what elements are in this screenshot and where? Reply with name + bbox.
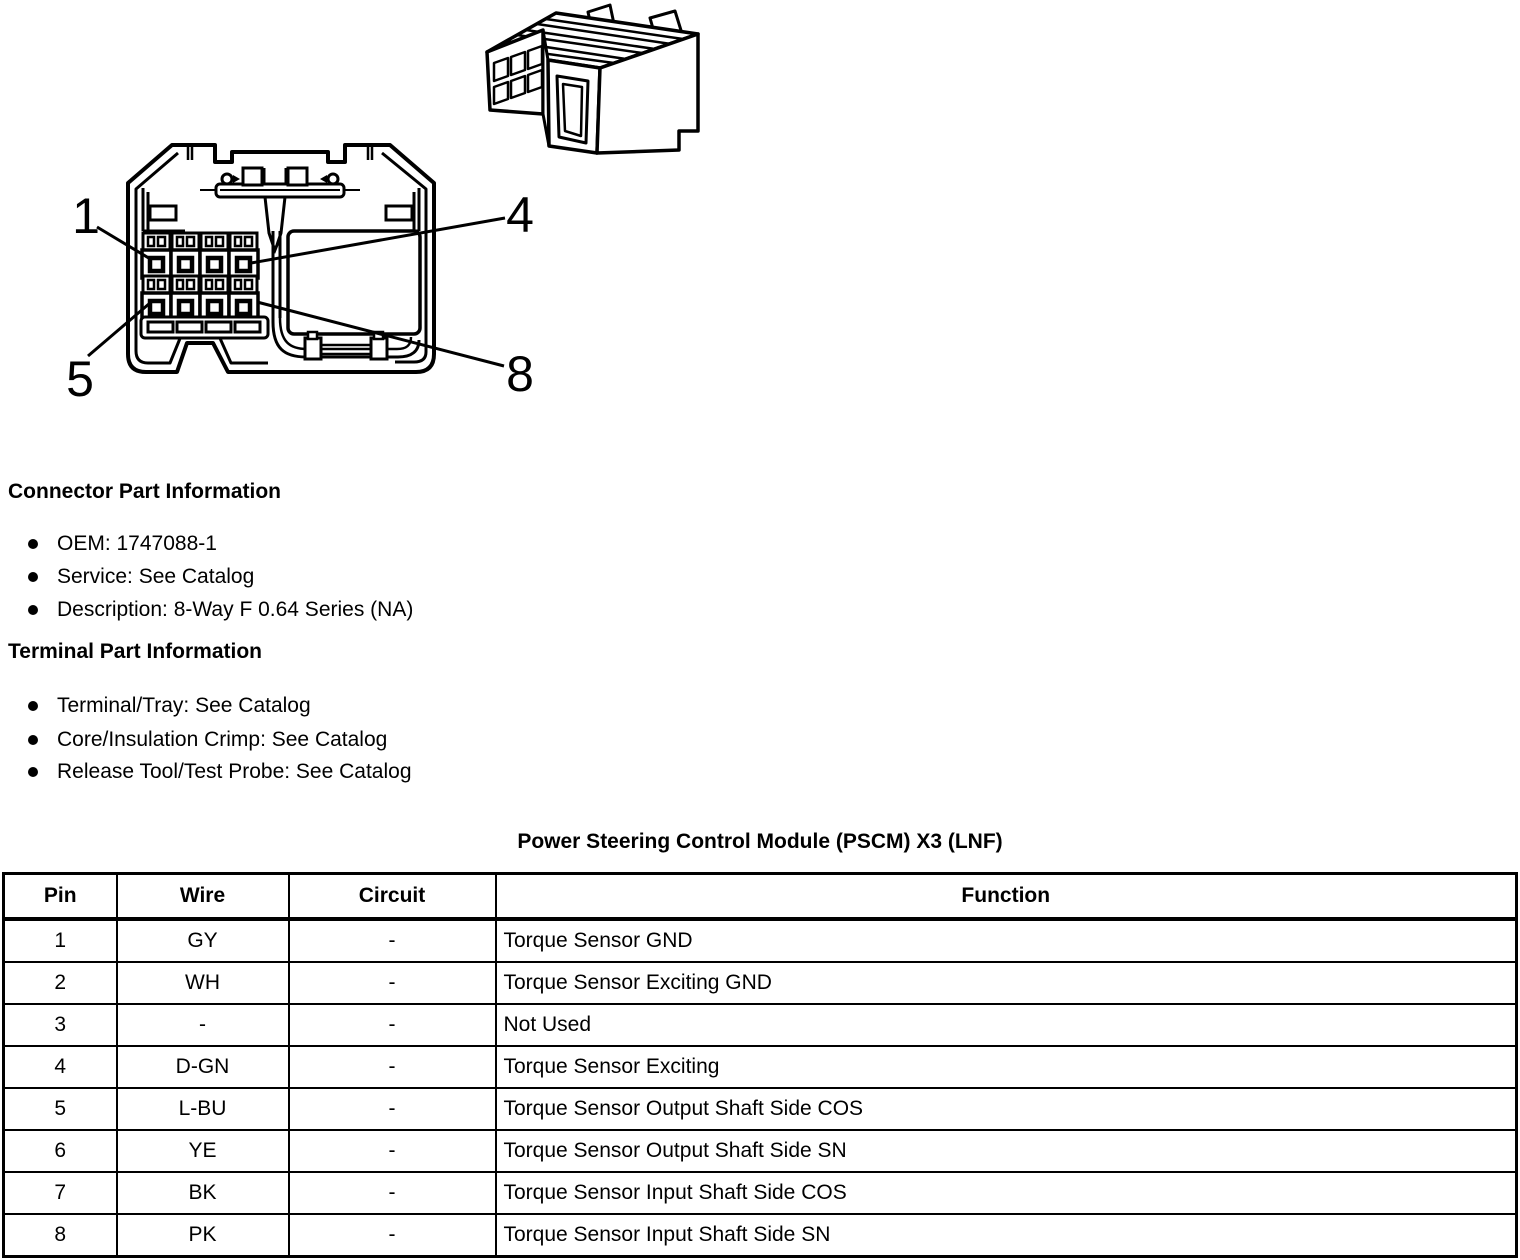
pin-cell: 8 xyxy=(4,1214,117,1257)
wire-cell: BK xyxy=(117,1172,289,1214)
circuit-cell: - xyxy=(289,919,496,962)
table-row xyxy=(4,1004,1517,1046)
pin-cell: 4 xyxy=(4,1046,117,1088)
pin-unit xyxy=(229,233,258,278)
col-header-circuit: Circuit xyxy=(289,874,496,920)
table-row xyxy=(4,1172,1517,1214)
table-header-row xyxy=(4,874,1517,920)
latch-window xyxy=(288,168,307,185)
circuit-cell: - xyxy=(289,1046,496,1088)
core-crimp-value: Core/Insulation Crimp: See Catalog xyxy=(57,728,388,751)
callout-4-label: 4 xyxy=(506,187,534,243)
function-cell: Torque Sensor Input Shaft Side COS xyxy=(496,1172,1517,1214)
wire-cell: WH xyxy=(117,962,289,1004)
pin-unit xyxy=(171,276,200,321)
circuit-cell: - xyxy=(289,962,496,1004)
pin-grid xyxy=(142,233,258,321)
latch-window xyxy=(243,168,262,185)
oem-value: OEM: 1747088-1 xyxy=(57,532,217,555)
connector-3d-view xyxy=(487,5,698,153)
pin-cell: 2 xyxy=(4,962,117,1004)
list-item xyxy=(28,729,387,750)
bullet-icon xyxy=(28,735,38,745)
function-cell: Torque Sensor Output Shaft Side COS xyxy=(496,1088,1517,1130)
wire-cell: YE xyxy=(117,1130,289,1172)
table-row xyxy=(4,919,1517,962)
table-row xyxy=(4,1088,1517,1130)
release-tool-value: Release Tool/Test Probe: See Catalog xyxy=(57,760,412,783)
bullet-icon xyxy=(28,605,38,615)
pinout-table xyxy=(2,872,1518,1258)
list-item xyxy=(28,533,217,554)
wire-cell: PK xyxy=(117,1214,289,1257)
circuit-cell: - xyxy=(289,1088,496,1130)
callout-8-label: 8 xyxy=(506,346,534,402)
wire-cell: GY xyxy=(117,919,289,962)
circuit-cell: - xyxy=(289,1172,496,1214)
terminal-tray-value: Terminal/Tray: See Catalog xyxy=(57,694,311,717)
bullet-icon xyxy=(28,539,38,549)
pin-unit xyxy=(200,276,229,321)
list-item xyxy=(28,599,413,620)
table-row xyxy=(4,1214,1517,1257)
channel-clip xyxy=(371,338,387,359)
connector-part-info-heading: Connector Part Information xyxy=(8,480,282,503)
front-opening-inner xyxy=(563,84,582,136)
bullet-icon xyxy=(28,767,38,777)
col-header-wire: Wire xyxy=(117,874,289,920)
latch-pivot xyxy=(328,174,338,184)
pin-cell: 7 xyxy=(4,1172,117,1214)
function-cell: Not Used xyxy=(496,1004,1517,1046)
function-cell: Torque Sensor Exciting xyxy=(496,1046,1517,1088)
circuit-cell: - xyxy=(289,1004,496,1046)
table-row xyxy=(4,962,1517,1004)
channel-clip xyxy=(305,338,321,359)
function-cell: Torque Sensor Output Shaft Side SN xyxy=(496,1130,1517,1172)
circuit-cell: - xyxy=(289,1130,496,1172)
bullet-icon xyxy=(28,701,38,711)
list-item xyxy=(28,761,412,782)
function-cell: Torque Sensor GND xyxy=(496,919,1517,962)
callout-5-label: 5 xyxy=(66,351,94,407)
bullet-icon xyxy=(28,572,38,582)
wire-cell: - xyxy=(117,1004,289,1046)
callout-1-label: 1 xyxy=(72,188,100,244)
list-item xyxy=(28,566,254,587)
terminal-part-info-heading: Terminal Part Information xyxy=(8,640,262,663)
pinout-table-title: Power Steering Control Module (PSCM) X3 (LNF) xyxy=(517,830,1003,853)
pin-cell: 6 xyxy=(4,1130,117,1172)
pin-unit xyxy=(200,233,229,278)
wire-cell: D-GN xyxy=(117,1046,289,1088)
pin-cell: 3 xyxy=(4,1004,117,1046)
list-item xyxy=(28,695,311,716)
pin-cell: 1 xyxy=(4,919,117,962)
pin-cell: 5 xyxy=(4,1088,117,1130)
circuit-cell: - xyxy=(289,1214,496,1257)
description-value: Description: 8-Way F 0.64 Series (NA) xyxy=(57,598,414,621)
slot-row xyxy=(141,317,268,338)
pin-unit xyxy=(171,233,200,278)
connector-diagram xyxy=(0,0,760,430)
table-row xyxy=(4,1130,1517,1172)
col-header-function: Function xyxy=(496,874,1517,920)
wire-cell: L-BU xyxy=(117,1088,289,1130)
table-row xyxy=(4,1046,1517,1088)
col-header-pin: Pin xyxy=(4,874,117,920)
function-cell: Torque Sensor Input Shaft Side SN xyxy=(496,1214,1517,1257)
function-cell: Torque Sensor Exciting GND xyxy=(496,962,1517,1004)
service-value: Service: See Catalog xyxy=(57,565,255,588)
pin-unit xyxy=(229,276,258,321)
latch-pivot xyxy=(222,174,232,184)
pin-unit xyxy=(142,276,171,321)
